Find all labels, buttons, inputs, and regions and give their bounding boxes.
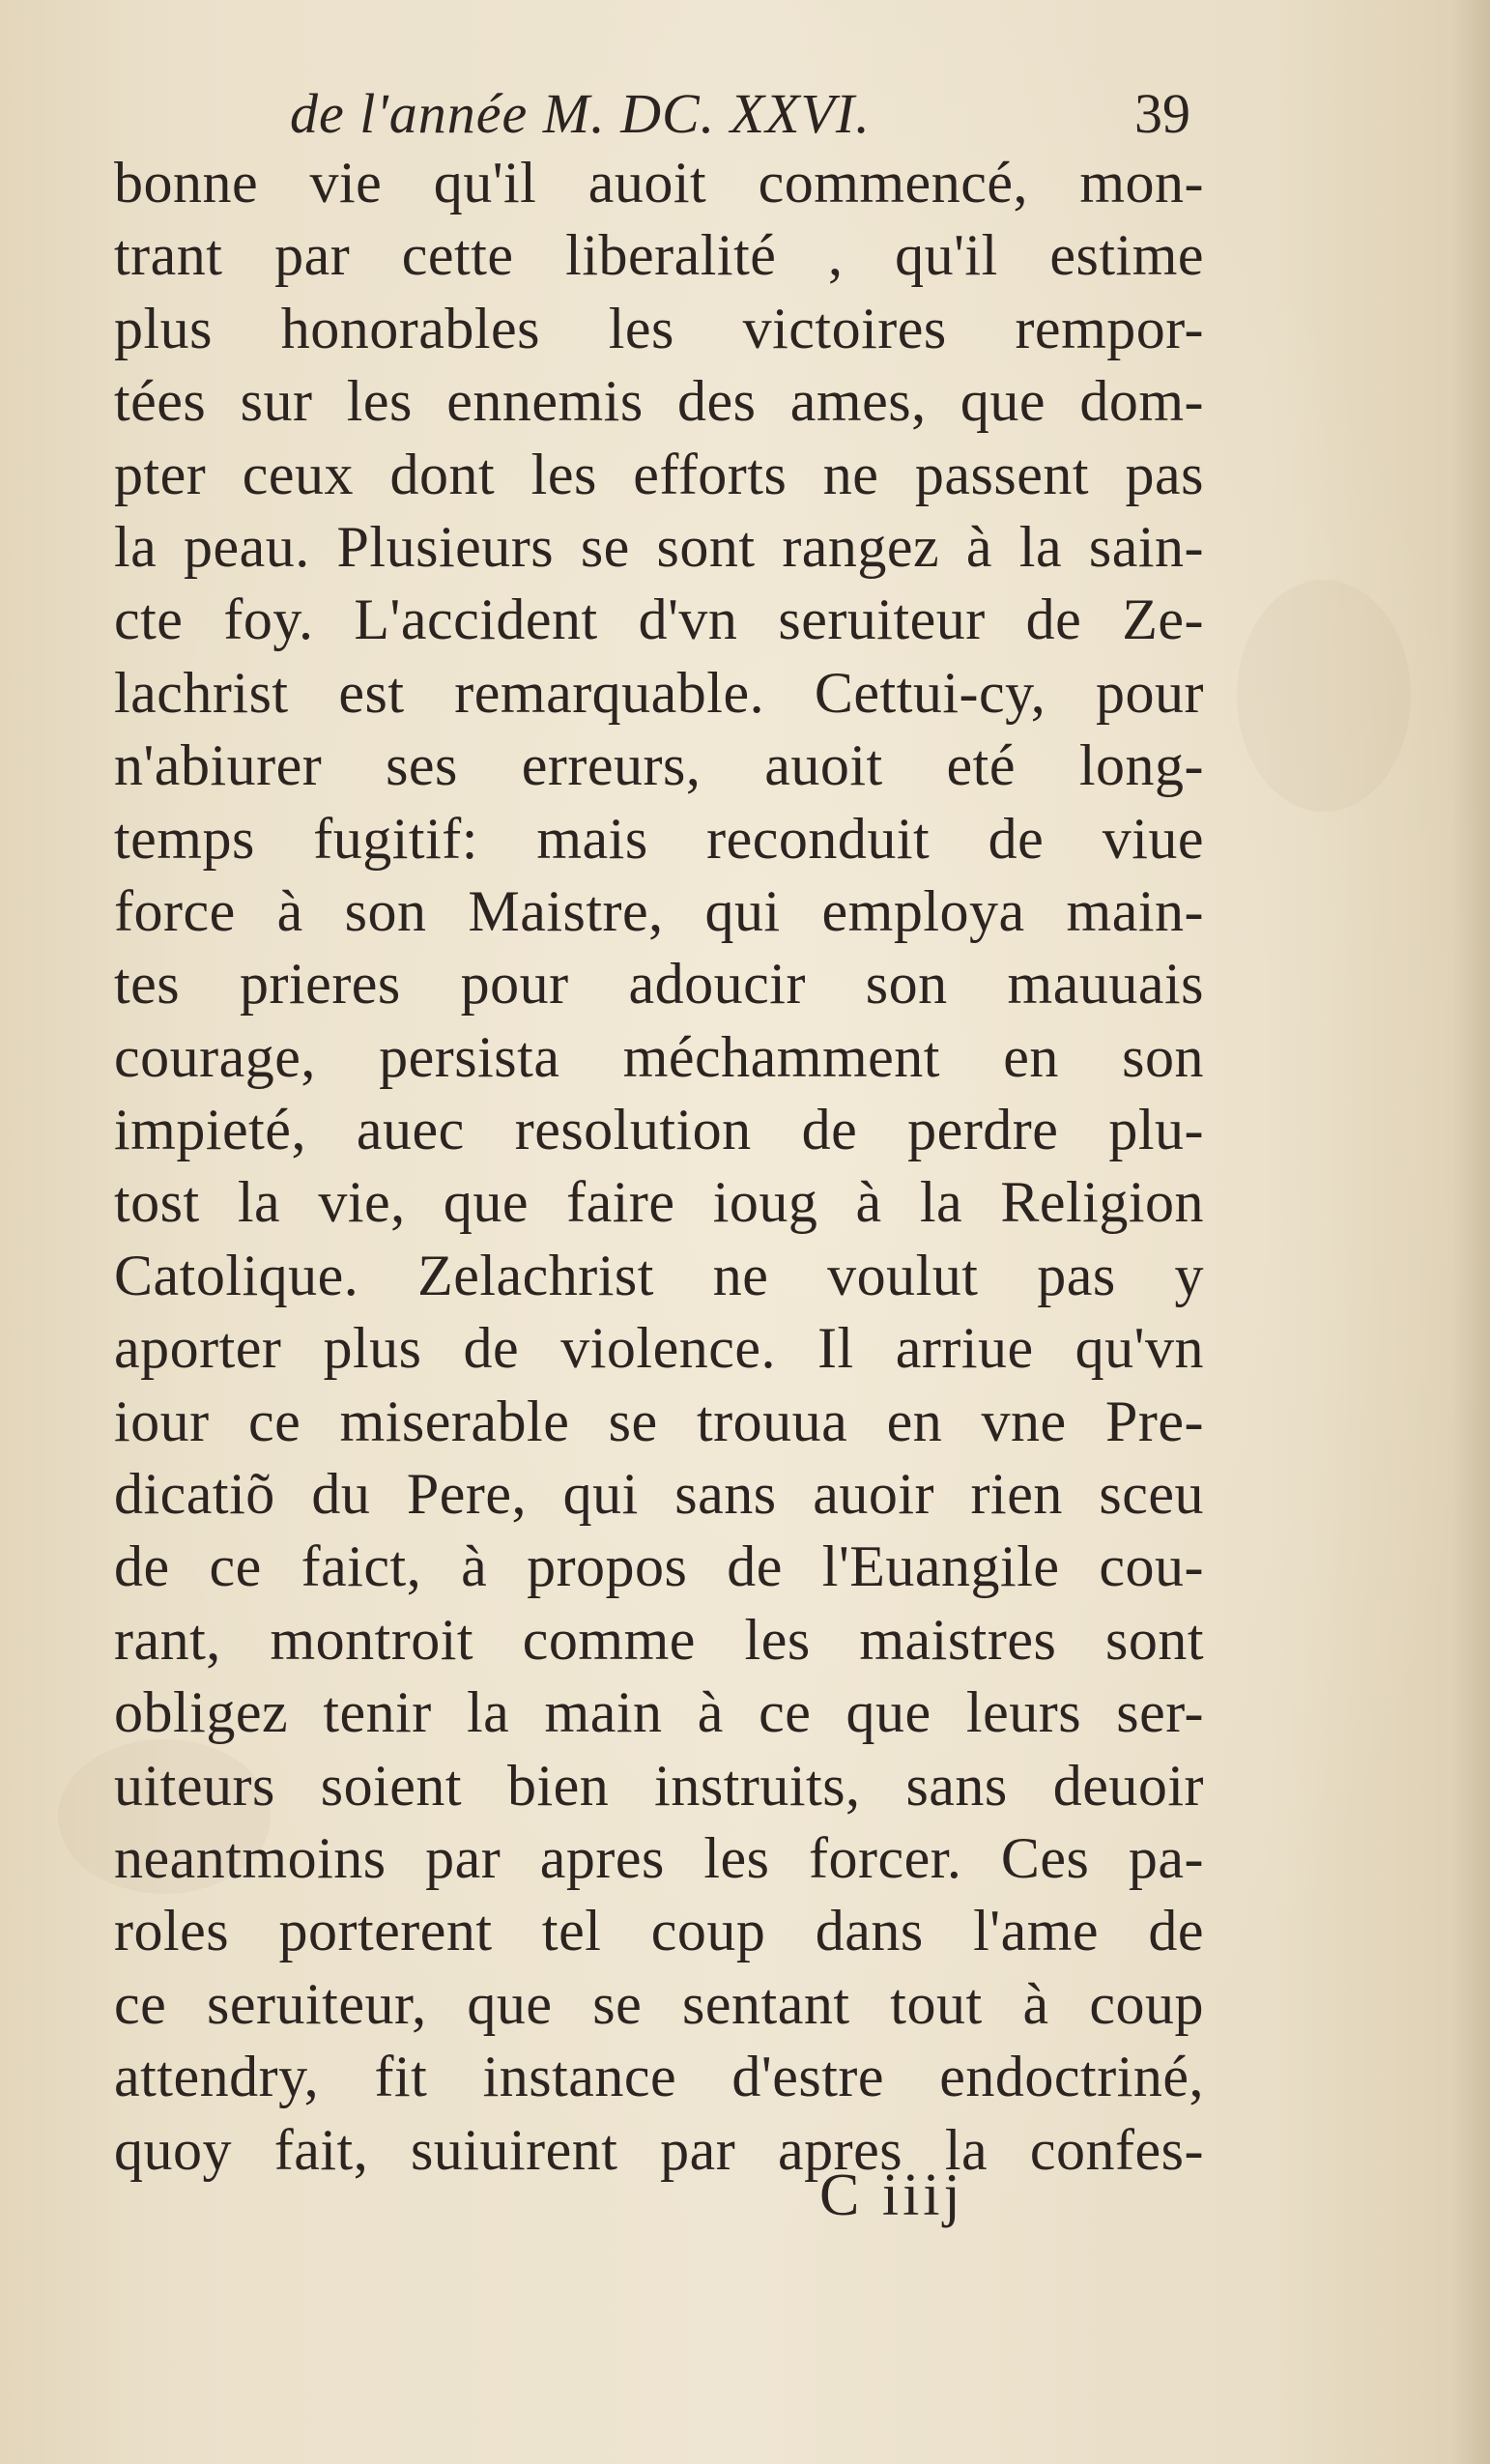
page-header xyxy=(290,75,1208,153)
text-line: Catolique. Zelachrist ne voulut pas y xyxy=(114,1243,1204,1307)
text-line: bonne vie qu'il auoit commencé, mon- xyxy=(114,151,1204,215)
text-line: ce seruiteur, que se sentant tout à coup xyxy=(114,1971,1204,2036)
text-line: aporter plus de violence. Il arriue qu'vn xyxy=(114,1316,1204,1381)
text-line: pter ceux dont les efforts ne passent pas xyxy=(114,442,1204,506)
text-line: impieté, auec resolution de perdre plu- xyxy=(114,1098,1204,1162)
text-line: tées sur les ennemis des ames, que dom- xyxy=(114,369,1204,434)
text-line: neantmoins par apres les forcer. Ces pa- xyxy=(114,1825,1204,1890)
text-line: n'abiurer ses erreurs, auoit eté long- xyxy=(114,733,1204,798)
page-number: 39 xyxy=(1134,82,1190,145)
text-line: temps fugitif: mais reconduit de viue xyxy=(114,806,1204,871)
text-line: cte foy. L'accident d'vn seruiteur de Ze- xyxy=(114,587,1204,652)
body-text xyxy=(114,147,1204,2187)
paper-stain xyxy=(1237,580,1411,812)
text-line: uiteurs soient bien instruits, sans deuoir xyxy=(114,1753,1204,1818)
text-line: dicatiõ du Pere, qui sans auoir rien sceu xyxy=(114,1462,1204,1527)
text-line: de ce faict, à propos de l'Euangile cou- xyxy=(114,1534,1204,1599)
text-line: tost la vie, que faire ioug à la Religion xyxy=(114,1170,1204,1235)
text-line: courage, persista méchamment en son xyxy=(114,1024,1204,1089)
text-line: la peau. Plusieurs se sont rangez à la sain- xyxy=(114,514,1204,579)
text-line: quoy fait, suiuirent par apres la confes- xyxy=(114,2117,1204,2182)
text-line: plus honorables les victoires rempor- xyxy=(114,296,1204,360)
page-edge-shadow xyxy=(1451,0,1490,2464)
text-line: trant par cette liberalité , qu'il estime xyxy=(114,223,1204,288)
running-head: de l'année M. DC. XXVI. xyxy=(290,82,871,145)
text-line: lachrist est remarquable. Cettui-cy, pour xyxy=(114,660,1204,725)
text-line: iour ce miserable se trouua en vne Pre- xyxy=(114,1389,1204,1453)
text-line: attendry, fit instance d'estre endoctriné, xyxy=(114,2045,1204,2109)
text-line: force à son Maistre, qui employa main- xyxy=(114,878,1204,943)
text-line: rant, montroit comme les maistres sont xyxy=(114,1607,1204,1672)
text-line: roles porterent tel coup dans l'ame de xyxy=(114,1899,1204,1963)
text-line: tes prieres pour adoucir son mauuais xyxy=(114,952,1204,1017)
signature-mark: C iiij xyxy=(819,2163,964,2228)
text-line: obligez tenir la main à ce que leurs ser- xyxy=(114,1680,1204,1745)
